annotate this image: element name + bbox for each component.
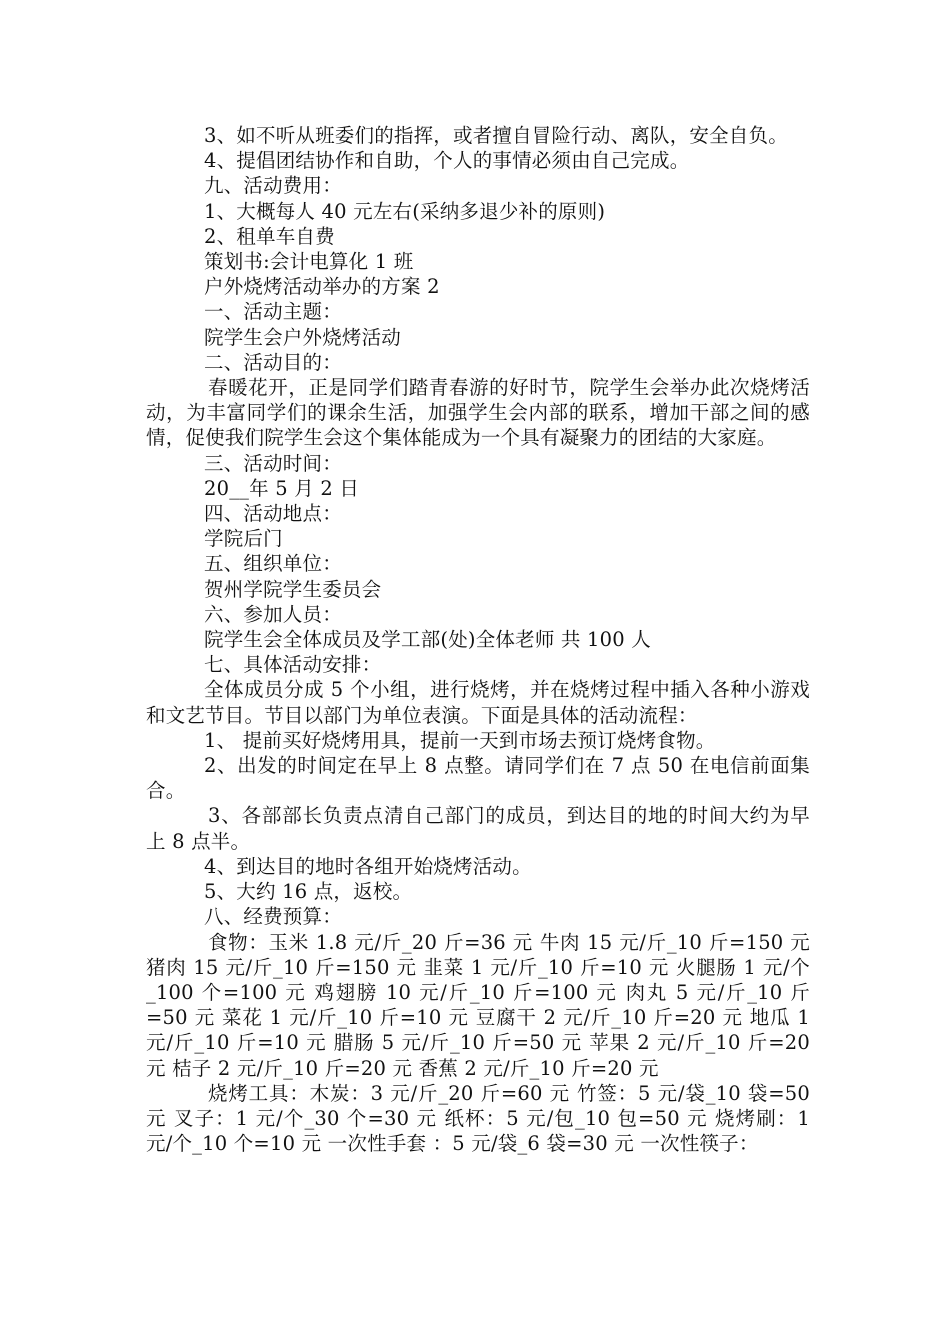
- paragraph: 六、参加人员：: [204, 602, 342, 626]
- paragraph: 院学生会户外烧烤活动: [204, 325, 402, 349]
- paragraph: 3、各部部长负责点清自己部门的成员，到达目的地的时间大约为早上 8 点半。: [146, 804, 810, 853]
- paragraph: 七、具体活动安排：: [204, 653, 382, 677]
- paragraph: 3、如不听从班委们的指挥，或者擅自冒险行动、离队，安全自负。: [204, 124, 788, 147]
- paragraph: 食物：玉米 1.8 元/斤_20 斤=36 元 牛肉 15 元/斤_10 斤=150 元 猪肉 15 元/斤_10 斤=150 元 韭菜 1 元/斤_10 斤=10 元 火腿肠 1 元/个_100 个=100 元 鸡翅膀 10 元/斤_10 斤=100 元 肉丸 5 元/斤_10 斤=50 元 菜花 1 元/斤_10 斤=10 元 豆腐干 2 元/斤_10 斤=20 元 地瓜 1 元/斤_10 斤=10 元 腊肠 5 元/斤_10 斤=50 元 苹果 2 元/斤_10 斤=20 元 桔子 2 元/斤_10 斤=20 元 香蕉 2 元/斤_10 斤=20 元: [146, 930, 810, 1080]
- paragraph: 一、活动主题：: [204, 300, 342, 324]
- paragraph: 2、租单车自费: [204, 224, 335, 248]
- paragraph: 1、 提前买好烧烤用具，提前一天到市场去预订烧烤食物。: [204, 728, 716, 752]
- paragraph: 烧烤工具：木炭：3 元/斤_20 斤=60 元 竹签：5 元/袋_10 袋=50 元 叉子：1 元/个_30 个=30 元 纸杯：5 元/包_10 包=50 元 烧烤刷：1 元/个_10 个=10 元 一次性手套 ：5 元/袋_6 袋=30 元 一次性筷子：: [146, 1081, 810, 1156]
- paragraph: 全体成员分成 5 个小组，进行烧烤，并在烧烤过程中插入各种小游戏和文艺节目。节目以部门为单位表演。下面是具体的活动流程：: [146, 678, 810, 727]
- paragraph: 春暖花开，正是同学们踏青春游的好时节，院学生会举办此次烧烤活动，为丰富同学们的课余生活，加强学生会内部的联系，增加干部之间的感情，促使我们院学生会这个集体能成为一个具有凝聚力的团结的大家庭。: [146, 376, 810, 450]
- paragraph: 户外烧烤活动举办的方案 2: [204, 275, 440, 299]
- paragraph: 1、大概每人 40 元左右(采纳多退少补的原则): [204, 199, 606, 223]
- paragraph: 学院后门: [204, 527, 283, 551]
- paragraph: 三、活动时间：: [204, 451, 342, 475]
- paragraph: 策划书:会计电算化 1 班: [204, 250, 414, 274]
- paragraph: 八、经费预算：: [204, 905, 342, 929]
- paragraph: 贺州学院学生委员会: [204, 577, 382, 601]
- paragraph: 20__年 5 月 2 日: [204, 476, 360, 500]
- paragraph: 五、组织单位：: [204, 552, 342, 576]
- paragraph: 5、大约 16 点，返校。: [204, 880, 413, 904]
- paragraph: 二、活动目的：: [204, 350, 342, 374]
- paragraph: 4、提倡团结协作和自助，个人的事情必须由自己完成。: [204, 149, 690, 173]
- paragraph: 九、活动费用：: [204, 174, 342, 198]
- paragraph: 4、到达目的地时各组开始烧烤活动。: [204, 854, 532, 878]
- paragraph: 2、出发的时间定在早上 8 点整。请同学们在 7 点 50 在电信前面集合。: [146, 754, 810, 803]
- paragraph: 院学生会全体成员及学工部(处)全体老师 共 100 人: [204, 628, 651, 652]
- paragraph: 四、活动地点：: [204, 502, 342, 526]
